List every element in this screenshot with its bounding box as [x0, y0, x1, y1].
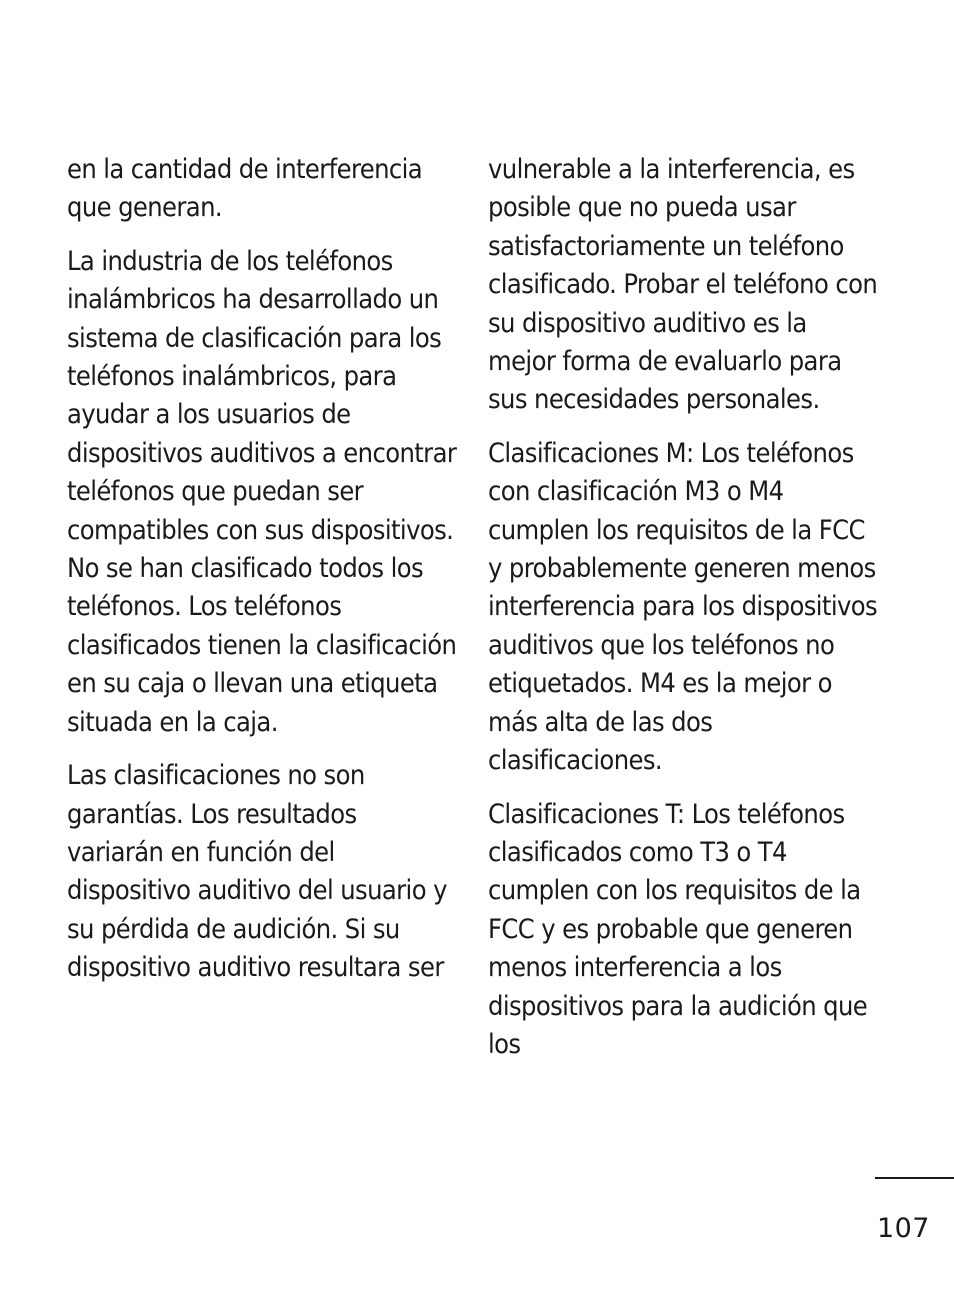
paragraph: vulnerable a la interferencia, es posible que no pueda usar satisfactoriamente un teléfono clasificado. Probar el teléfono con su dispositivo auditivo es la mejor forma de evaluarlo para sus necesidades personales.: [488, 154, 878, 416]
paragraph: Clasificaciones M: Los teléfonos con clasificación M3 o M4 cumplen los requisitos de la FCC y probablemente generen menos interferencia para los dispositivos auditivos que los teléfonos no etiquetados. M4 es la mejor o más alta de las dos clasificaciones.: [488, 437, 878, 777]
paragraph: La industria de los teléfonos inalámbricos ha desarrollado un sistema de clasificación para los teléfonos inalámbricos, para ayudar a los usuarios de dispositivos auditivos a encontrar teléfonos que puedan ser compatibles con sus dispositivos. No se han clasificado todos los teléfonos. Los teléfonos clasificados tienen la clasificación en su caja o llevan una etiqueta situada en la caja.: [67, 245, 457, 738]
page-number: 107: [876, 1213, 930, 1244]
paragraph: en la cantidad de interferencia que generan.: [67, 154, 423, 224]
paragraph: Las clasificaciones no son garantías. Los resultados variarán en función del dispositivo auditivo del usuario y su pérdida de audición. Si su dispositivo auditivo resultara ser: [67, 760, 447, 984]
paragraph: Clasificaciones T: Los teléfonos clasificados como T3 o T4 cumplen con los requisitos de la FCC y es probable que generen menos interferencia a los dispositivos para la audición que los: [488, 798, 868, 1060]
footer-divider: [875, 1177, 954, 1179]
right-column: [488, 151, 880, 1079]
left-column: [67, 151, 459, 1003]
